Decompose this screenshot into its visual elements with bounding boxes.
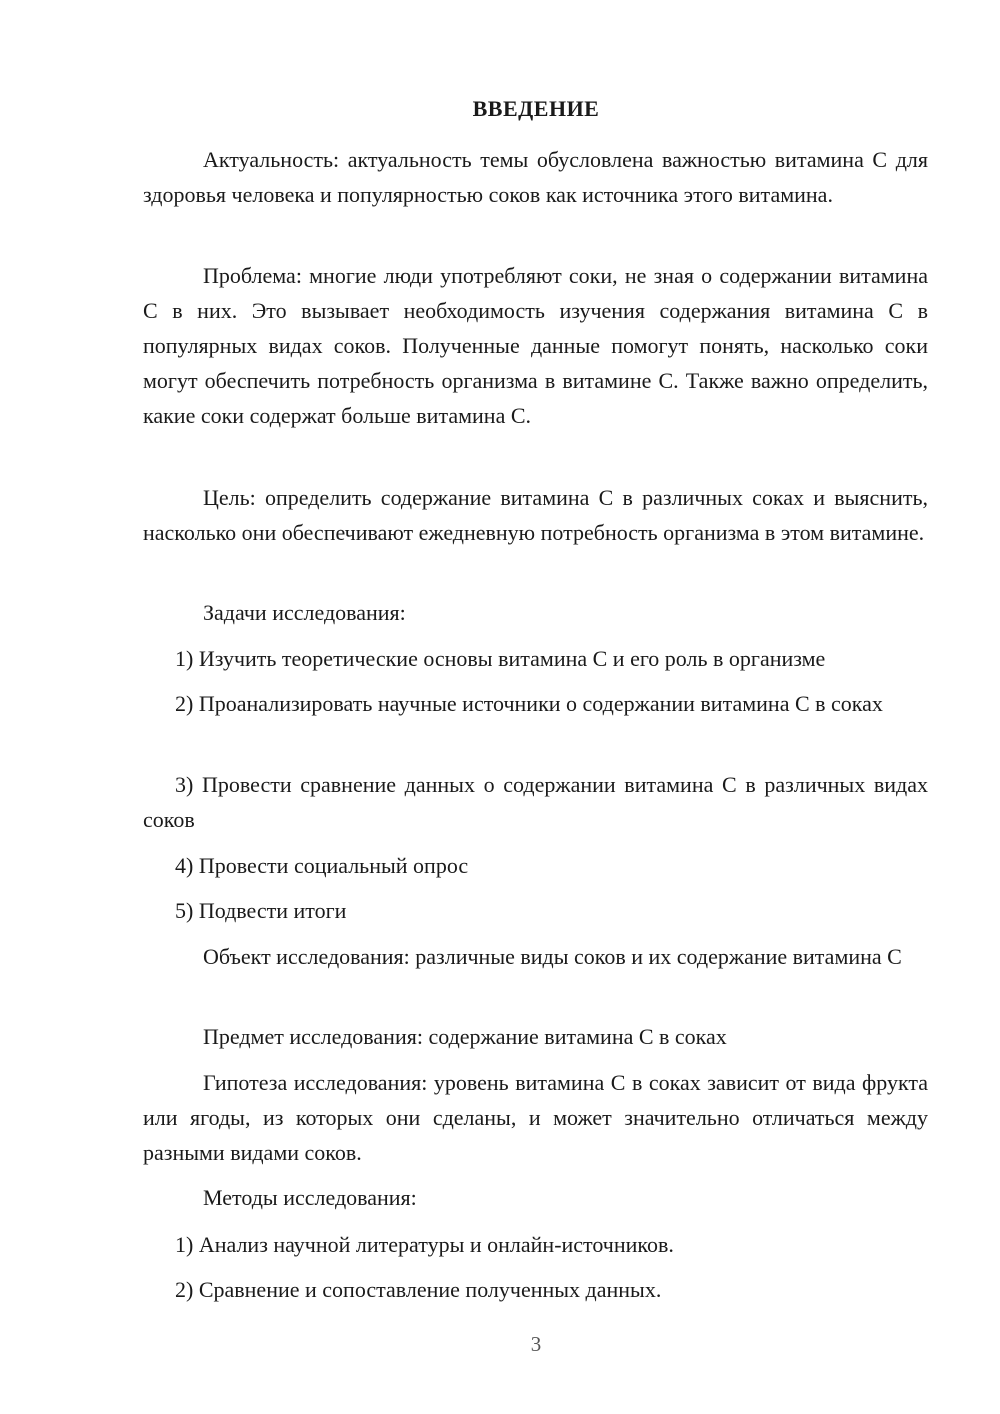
task-item-5: 5) Подвести итоги bbox=[175, 898, 347, 923]
method-item-1: 1) Анализ научной литературы и онлайн-источников. bbox=[175, 1232, 674, 1257]
methods-title: Методы исследования: bbox=[203, 1185, 417, 1210]
relevance-paragraph: Актуальность: актуальность темы обусловлена важностью витамина С для здоровья человека и популярностью соков как источника этого витамина. bbox=[143, 147, 928, 207]
method-item-2: 2) Сравнение и сопоставление полученных данных. bbox=[175, 1277, 662, 1302]
subject-paragraph: Предмет исследования: содержание витамина С в соках bbox=[203, 1024, 727, 1049]
task-item-4: 4) Провести социальный опрос bbox=[175, 853, 469, 878]
problem-paragraph: Проблема: многие люди употребляют соки, не зная о содержании витамина С в них. Это вызывает необходимость изучения содержания витамина С в популярных видах соков. Полученные данные помогут понять, насколько соки могут обеспечить потребность организма в витамине С. Также важно определить, какие соки содержат больше витамина С. bbox=[143, 263, 928, 428]
page-number: 3 bbox=[530, 1332, 542, 1356]
object-paragraph: Объект исследования: различные виды соков и их содержание витамина С bbox=[203, 944, 902, 969]
hypothesis-paragraph: Гипотеза исследования: уровень витамина С в соках зависит от вида фрукта или ягоды, из которых они сделаны, и может значительно отличаться между разными видами соков. bbox=[143, 1070, 928, 1165]
section-heading: ВВЕДЕНИЕ bbox=[472, 96, 600, 121]
task-item-3: 3) Провести сравнение данных о содержании витамина С в различных видах соков bbox=[143, 772, 928, 832]
goal-paragraph: Цель: определить содержание витамина С в различных соках и выяснить, насколько они обеспечивают ежедневную потребность организма в этом витамине. bbox=[143, 485, 928, 545]
task-item-2: 2) Проанализировать научные источники о содержании витамина С в соках bbox=[175, 691, 883, 716]
task-item-1: 1) Изучить теоретические основы витамина С и его роль в организме bbox=[175, 646, 826, 671]
tasks-title: Задачи исследования: bbox=[203, 600, 406, 625]
